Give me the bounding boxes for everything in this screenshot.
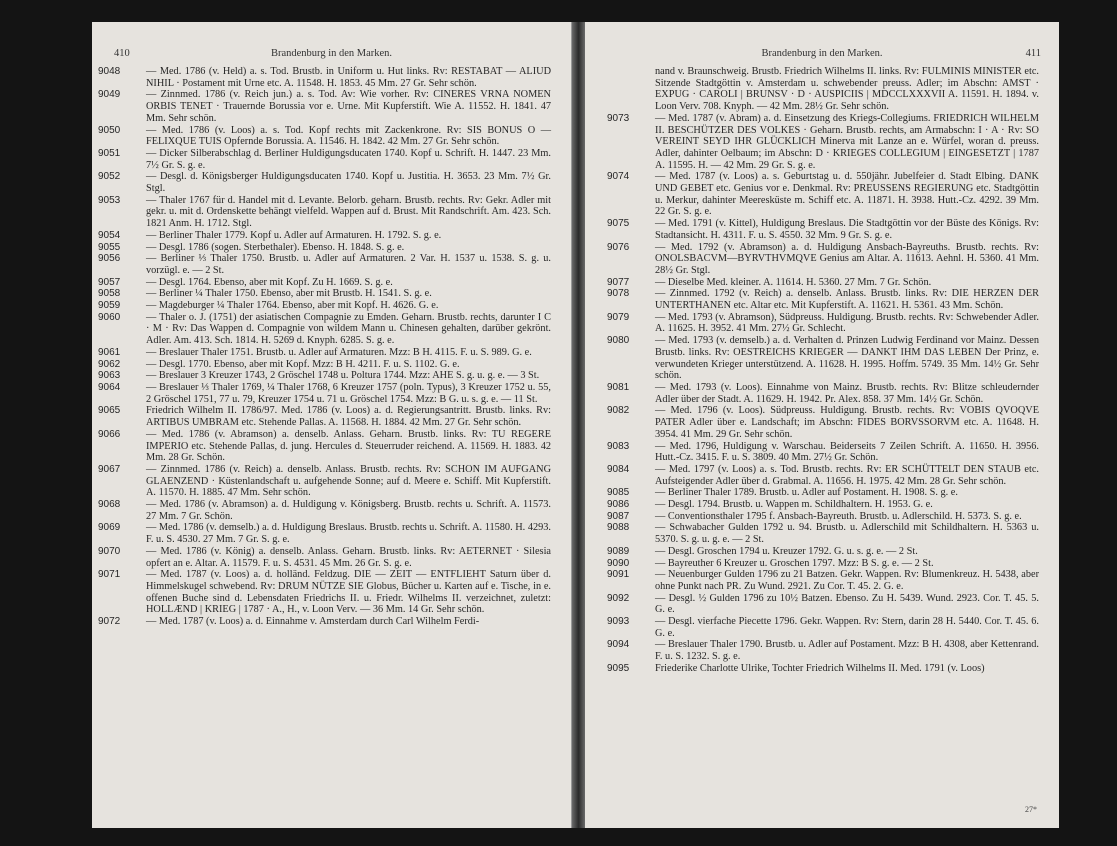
catalog-entry [98,300,551,312]
catalog-entries-left [98,66,551,628]
catalog-entry [98,569,551,616]
lot-description: — Zinnmed. 1786 (v. Reich jun.) a. s. Tod. Av: Wie vorher. Rv: CINERES VRNA NOMEN ORBIS TENET · Trauernde Borussia vor e. Urne. Mit Kupferstift. Wie A. 11552. H. 1841. 47 Mm. Sehr schön. [146,89,551,124]
lot-description: — Neuenburger Gulden 1796 zu 21 Batzen. Gekr. Wappen. Rv: Blumenkreuz. H. 5438, aber ohne Punkt nach PR. Zu Wund. 2921. Zu Cor. T. 45. 2. G. e. [655,569,1039,592]
lot-description: — Conventionsthaler 1795 f. Ansbach-Bayreuth. Brustb. u. Adlerschild. H. 5373. S. g. e. [655,510,1022,522]
lot-description: — Thaler 1767 für d. Handel mit d. Levante. Belorb. geharn. Brustb. rechts. Rv: Gekr. Adler mit gekr. u. mit d. Ordenskette behängt vielfeld. Wappen auf d. Brust. Mit Randschrift. Am. 423. Sch. 1821 Anm. H. 1712. Stgl. [146,194,551,230]
catalog-entry [607,546,1039,558]
lot-number: 9068 [98,499,121,511]
lot-number: 9061 [98,346,121,358]
lot-description: — Med. 1796 (v. Loos). Südpreuss. Huldigung. Brustb. rechts. Rv: VOBIS QVOQVE PATER Adler über e. Landschaft; im Abschn: FIDES BORVSSORVM etc. A. 11648. H. 3954. 41 Mm. 29 Gr. Sehr schön. [655,405,1039,440]
lot-number: 9094 [607,639,630,651]
lot-description: — Berliner ¼ Thaler 1750. Ebenso, aber mit Brustb. H. 1541. S. g. e. [146,288,432,300]
lot-number: 9052 [98,171,121,183]
catalog-entry [98,546,551,569]
lot-number: 9078 [607,288,630,300]
lot-number: 9081 [607,381,630,393]
lot-number: 9070 [98,545,121,557]
lot-number: 9083 [607,440,630,452]
lot-description: — Med. 1787 (v. Loos) a. s. Geburtstag u. d. 550jähr. Jubelfeier d. Stadt Elbing. DANK UND GEBET etc. Genius vor e. Denkmal. Rv: PREUSSENS REGIERUNG etc. Stadtgöttin u. Merkur, dahinter Meeresküste m. Schiff etc. A. 11871. H. 3938. Hutt.-Cz. 4292. 39 Mm. 22 Gr. S. g. e. [655,171,1039,218]
catalog-entry [98,359,551,371]
lot-number: 9071 [98,569,121,581]
lot-description: — Breslauer Thaler 1751. Brustb. u. Adler auf Armaturen. Mzz: B H. 4115. F. u. S. 989. G. e. [146,346,532,358]
catalog-entry [98,253,551,276]
lot-description: — Dicker Silberabschlag d. Berliner Huldigungsducaten 1740. Kopf u. Schrift. H. 1447. 23 Mm. 7½ Gr. S. g. e. [146,147,551,171]
lot-number: 9049 [98,89,121,101]
catalog-entry [98,66,551,89]
lot-number: 9053 [98,194,121,206]
lot-number: 9069 [98,522,121,534]
signature-mark: 27* [1025,805,1037,814]
lot-number: 9064 [98,381,121,393]
lot-description: — Med. 1786 (v. Abramson) a. d. Huldigung v. Königsberg. Brustb. rechts u. Schrift. A. 11573. 27 Mm. 7 Gr. Schön. [146,499,551,522]
lot-number: 9090 [607,557,630,569]
lot-description: — Med. 1787 (v. Loos) a. d. holländ. Feldzug. DIE — ZEIT — ENTFLIEHT Saturn über d. Himmelskugel schwebend. Rv: DRUM NÜTZE SIE Globus, Bücher u. Karten auf e. Tische, in e. offenen Buche sind d. Lebensdaten Friedrichs II. u. Friedr. Wilhelms II. verzeichnet, zuletzt: HOLLÆND | KRIEG | 1787 · A., H., v. Loon Verv. — 36 Mm. 14 Gr. Sehr schön. [146,569,551,616]
lot-description: — Med. 1786 (v. demselb.) a. d. Huldigung Breslaus. Brustb. rechts u. Schrift. A. 11580. H. 4293. F. u. S. 4530. 27 Mm. 7 Gr. S. g. e. [146,522,551,546]
lot-number: 9074 [607,171,630,183]
lot-description: — Med. 1793 (v. Abramson), Südpreuss. Huldigung. Brustb. rechts. Rv: Schwebender Adler. A. 11625. H. 3952. 41 Mm. 27½ Gr. Schlecht. [655,311,1039,335]
catalog-entry [607,616,1039,639]
lot-description: — Berliner ⅓ Thaler 1750. Brustb. u. Adler auf Armaturen. 2 Var. H. 1537 u. 1538. S. g. u. vorzügl. e. — 2 St. [146,253,551,276]
lot-number: 9059 [98,300,121,312]
lot-description: — Desgl. 1786 (sogen. Sterbethaler). Ebenso. H. 1848. S. g. e. [146,241,405,253]
lot-description: — Breslauer Thaler 1790. Brustb. u. Adler auf Postament. Mzz: B H. 4308, aber Kettenrand. F. u. S. 1232. S. g. e. [655,639,1039,663]
catalog-entry [98,277,551,289]
lot-description: — Desgl. 1794. Brustb. u. Wappen m. Schildhaltern. H. 1953. G. e. [655,499,933,511]
lot-number: 9065 [98,405,121,417]
lot-number: 9063 [98,370,121,382]
lot-number: 9056 [98,253,121,265]
lot-number: 9060 [98,311,121,323]
lot-description: — Med. 1786 (v. Held) a. s. Tod. Brustb. in Uniform u. Hut links. Rv: RESTABAT — ALIUD NIHIL · Postament mit Urne etc. A. 11548. H. 1853. 45 Mm. 27 Gr. Sehr schön. [146,66,551,89]
catalog-entry [98,89,551,124]
lot-description: — Med. 1793 (v. demselb.) a. d. Verhalten d. Prinzen Ludwig Ferdinand vor Mainz. Dessen Brustb. links. Rv: OESTREICHS KRIEGER — DANKT IHM DAS LEBEN Der Prinz, e. verwundeten Krieger unterstützend. A. 11628. H. 1995. Hoffm. 5749. 35 Mm. 14½ Gr. Sehr schön. [655,335,1039,382]
lot-number: 9076 [607,241,630,253]
lot-number: 9079 [607,311,630,323]
lot-number: 9050 [98,124,121,136]
running-title-right: Brandenburg in den Marken. [761,48,883,59]
right-page [585,22,1059,828]
lot-description: — Desgl. 1764. Ebenso, aber mit Kopf. Zu H. 1669. S. g. e. [146,276,393,288]
lot-description: — Med. 1797 (v. Loos) a. s. Tod. Brustb. rechts. Rv: ER SCHÜTTELT DEN STAUB etc. Aufsteigender Adler über d. Grabmal. A. 11656. H. 1975. 42 Mm. 28 Gr. Sehr schön. [655,463,1039,487]
book-gutter [572,22,585,828]
catalog-entry [607,288,1039,311]
lot-description: — Desgl. Groschen 1794 u. Kreuzer 1792. G. u. s. g. e. — 2 St. [655,545,918,557]
catalog-entry [98,347,551,359]
catalog-entry [98,522,551,545]
lot-number: 9093 [607,616,630,628]
lot-number: 9055 [98,241,121,253]
catalog-entry [607,242,1039,277]
lot-description: Friederike Charlotte Ulrike, Tochter Friedrich Wilhelms II. Med. 1791 (v. Loos) [655,662,985,674]
lot-description: — Desgl. vierfache Piecette 1796. Gekr. Wappen. Rv: Stern, darin 28 H. 5440. Cor. T. 45. 6. G. e. [655,616,1039,639]
lot-number: 9057 [98,276,121,288]
catalog-entry [607,277,1039,289]
lot-description: — Zinnmed. 1786 (v. Reich) a. denselb. Anlass. Brustb. rechts. Rv: SCHON IM AUFGANG GLAENZEND · Küstenlandschaft u. aufgehende Sonne; auf d. Meere e. Schiff. Mit Kupferstift. A. 11570. H. 1885. 47 Mm. Sehr schön. [146,463,551,499]
lot-description: — Med. 1786 (v. König) a. denselb. Anlass. Geharn. Brustb. links. Rv: AETERNET · Silesia opfert an e. Altar. A. 11579. F. u. S. 4531. 45 Mm. 26 Gr. S. g. e. [146,545,551,569]
lot-number: 9089 [607,545,630,557]
lot-description: — Zinnmed. 1792 (v. Reich) a. denselb. Anlass. Brustb. links. Rv: DIE HERZEN DER UNTERTHANEN etc. Altar etc. Mit Kupferstift. A. 11621. H. 5361. 43 Mm. Schön. [655,288,1039,312]
lot-description: — Med. 1786 (v. Loos) a. s. Tod. Kopf rechts mit Zackenkrone. Rv: SIS BONUS O — FELIXQUE TUIS Opfernde Borussia. A. 11546. H. 1842. 42 Mm. 27 Gr. Sehr schön. [146,124,551,148]
catalog-entry [98,312,551,347]
catalog-entry [98,370,551,382]
lot-description: — Berliner Thaler 1779. Kopf u. Adler auf Armaturen. H. 1792. S. g. e. [146,229,442,241]
lot-description: — Breslauer ⅓ Thaler 1769, ¼ Thaler 1768, 6 Kreuzer 1757 (poln. Typus), 3 Kreuzer 1752 u. 55, 2 Gröschel 1751, 77 u. 79, Kreuzer 1754 u. 71 u. Gröschel 1754. Mzz: B G. u. s. g. e. — 11 St. [146,381,551,405]
catalog-entry [607,593,1039,616]
lot-description: — Med. 1787 (v. Loos) a. d. Einnahme v. Amsterdam durch Carl Wilhelm Ferdi- [146,616,480,628]
catalog-entry [98,125,551,148]
lot-number: 9075 [607,218,630,230]
lot-description: — Thaler o. J. (1751) der asiatischen Compagnie zu Emden. Geharn. Brustb. rechts, darunter I C · M · Rv: Das Wappen d. Compagnie von wildem Mann u. Chinesen gehalten, darüber gekrönt. Adler. Am. 413. Sch. 1814. H. 5269 d. Knyph. 6285. S. g. e. [146,311,551,347]
catalog-entry [607,171,1039,218]
lot-description: — Med. 1793 (v. Loos). Einnahme von Mainz. Brustb. rechts. Rv: Blitze schleudernder Adler über der Stadt. A. 11629. H. 1942. Pr. Alex. 858. 37 Mm. 14½ Gr. Schön. [655,381,1039,405]
catalog-entry [98,616,551,628]
catalog-entries-right [607,66,1039,675]
lot-number: 9080 [607,335,630,347]
lot-description: Friedrich Wilhelm II. 1786/97. Med. 1786 (v. Loos) a. d. Regierungsantritt. Brustb. links. Rv: ARTIBUS UMBRAM etc. Stehende Pallas. A. 11568. H. 1884. 42 Mm. 27 Gr. Sehr schön. [146,405,551,429]
catalog-entry [607,405,1039,440]
catalog-entry [98,148,551,171]
catalog-entry [607,558,1039,570]
lot-description: — Med. 1786 (v. Abramson) a. denselb. Anlass. Geharn. Brustb. links. Rv: TU REGERE IMPERIO etc. Stehende Pallas, d. jung. Hercules d. Steuerruder reichend. A. 11569. H. 1883. 42 Mm. 28 Gr. Schön. [146,428,551,464]
catalog-entry [98,464,551,499]
lot-number: 9066 [98,428,121,440]
lot-number: 9067 [98,463,121,475]
catalog-entry [607,464,1039,487]
catalog-entry [98,171,551,194]
lot-description: — Schwabacher Gulden 1792 u. 94. Brustb. u. Adlerschild mit Schildhaltern. H. 5363 u. 5370. S. g. u. g. e. — 2 St. [655,522,1039,546]
catalog-entry [607,522,1039,545]
catalog-entry [607,113,1039,172]
catalog-entry [607,663,1039,675]
lot-description: — Berliner Thaler 1789. Brustb. u. Adler auf Postament. H. 1908. S. g. e. [655,487,958,499]
catalog-entry [607,312,1039,335]
catalog-entry [98,242,551,254]
catalog-entry [607,511,1039,523]
catalog-entry [607,487,1039,499]
lot-number: 9082 [607,405,630,417]
catalog-entry [607,499,1039,511]
catalog-entry [98,230,551,242]
lot-description: — Bayreuther 6 Kreuzer u. Groschen 1797. Mzz: B S. g. e. — 2 St. [655,557,934,569]
lot-description: — Desgl. 1770. Ebenso, aber mit Kopf. Mzz: B H. 4211. F. u. S. 1102. G. e. [146,358,460,370]
lot-description: — Med. 1787 (v. Abram) a. d. Einsetzung des Kriegs-Collegiums. FRIEDRICH WILHELM II. BESCHÜTZER DES VOLKES · Geharn. Brustb. rechts, am Armabschn: I · A · Rv: SO VEREINT SEYD IHR GLÜCKLICH Minerva mit Lanze an e. Würfel, woran d. preuss. Adler, dahinter Oelbaum; im Abschn: D · KRIEGES COLLEGIUM | EINGESETZT | 1787 A. 11595. H. — 42 Mm. 29 Gr. S. g. e. [655,112,1039,171]
lot-description: — Med. 1791 (v. Kittel), Huldigung Breslaus. Die Stadtgöttin vor der Büste des Königs. Rv: Stadtansicht. H. 4311. F. u. S. 4550. 32 Mm. 9 Gr. S. g. e. [655,218,1039,241]
lot-description: — Magdeburger ¼ Thaler 1764. Ebenso, aber mit Kopf. H. 4626. G. e. [146,300,439,312]
lot-number: 9058 [98,288,121,300]
page-number-left: 410 [114,48,130,59]
lot-description: — Desgl. ½ Gulden 1796 zu 10½ Batzen. Ebenso. Zu H. 5439. Wund. 2923. Cor. T. 45. 5. G. e. [655,592,1039,616]
lot-description: — Med. 1796, Huldigung v. Warschau. Beiderseits 7 Zeilen Schrift. A. 11650. H. 3956. Hutt.-Cz. 3415. F. u. S. 3809. 40 Mm. 27½ Gr. Schön. [655,440,1039,464]
catalog-entry [98,429,551,464]
lot-description: — Breslauer 3 Kreuzer 1743, 2 Gröschel 1748 u. Poltura 1744. Mzz: AHE S. g. u. g. e. — 3 St. [146,370,540,382]
left-page [92,22,572,828]
catalog-entry [98,195,551,230]
lot-number: 9087 [607,510,630,522]
catalog-entry [607,569,1039,592]
catalog-entry [98,288,551,300]
lot-description: — Desgl. d. Königsberger Huldigungsducaten 1740. Kopf u. Justitia. H. 3653. 23 Mm. 7½ Gr. Stgl. [146,171,551,195]
lot-number: 9073 [607,112,630,124]
running-title-left: Brandenburg in den Marken. [270,48,393,59]
catalog-entry [607,441,1039,464]
catalog-entry [98,382,551,405]
lot-number: 9072 [98,616,121,628]
lot-number: 9084 [607,463,630,475]
lot-number: 9086 [607,499,630,511]
lot-number: 9048 [98,66,121,77]
lot-number: 9077 [607,276,630,288]
catalog-entry [607,382,1039,405]
lot-description: — Med. 1792 (v. Abramson) a. d. Huldigung Ansbach-Bayreuths. Brustb. rechts. Rv: ONOLSBACVM—BYRVTHVMQVE Genius am Altar. A. 11613. Aehnl. H. 5360. 41 Mm. 28½ Gr. Stgl. [655,241,1039,276]
catalog-entry [607,639,1039,662]
continuation-entry [607,66,1039,113]
lot-number: 9095 [607,662,630,674]
continuation-text: nand v. Braunschweig. Brustb. Friedrich Wilhelms II. links. Rv: FULMINIS MINISTER etc. Sitzende Stadtgöttin v. Amsterdam u. schwebender preuss. Adler; im Abschn: AMST · EXPUG · CAROLI | BRUNSV · D · AUSPICIIS | MDCCLXXXVII A. 11591. H. 1894. v. Loon Verv. 708. Knyph. — 42 Mm. 28½ Gr. Sehr schön. [655,66,1039,113]
lot-description: — Dieselbe Med. kleiner. A. 11614. H. 5360. 27 Mm. 7 Gr. Schön. [655,276,932,288]
lot-number: 9085 [607,487,630,499]
lot-number: 9088 [607,522,630,534]
catalog-entry [607,218,1039,241]
lot-number: 9051 [98,147,121,159]
lot-number: 9062 [98,358,121,370]
catalog-entry [607,335,1039,382]
catalog-entry [98,405,551,428]
catalog-entry [98,499,551,522]
page-number-right: 411 [1025,48,1041,59]
lot-number: 9092 [607,592,630,604]
lot-number: 9091 [607,569,630,581]
lot-number: 9054 [98,229,121,241]
